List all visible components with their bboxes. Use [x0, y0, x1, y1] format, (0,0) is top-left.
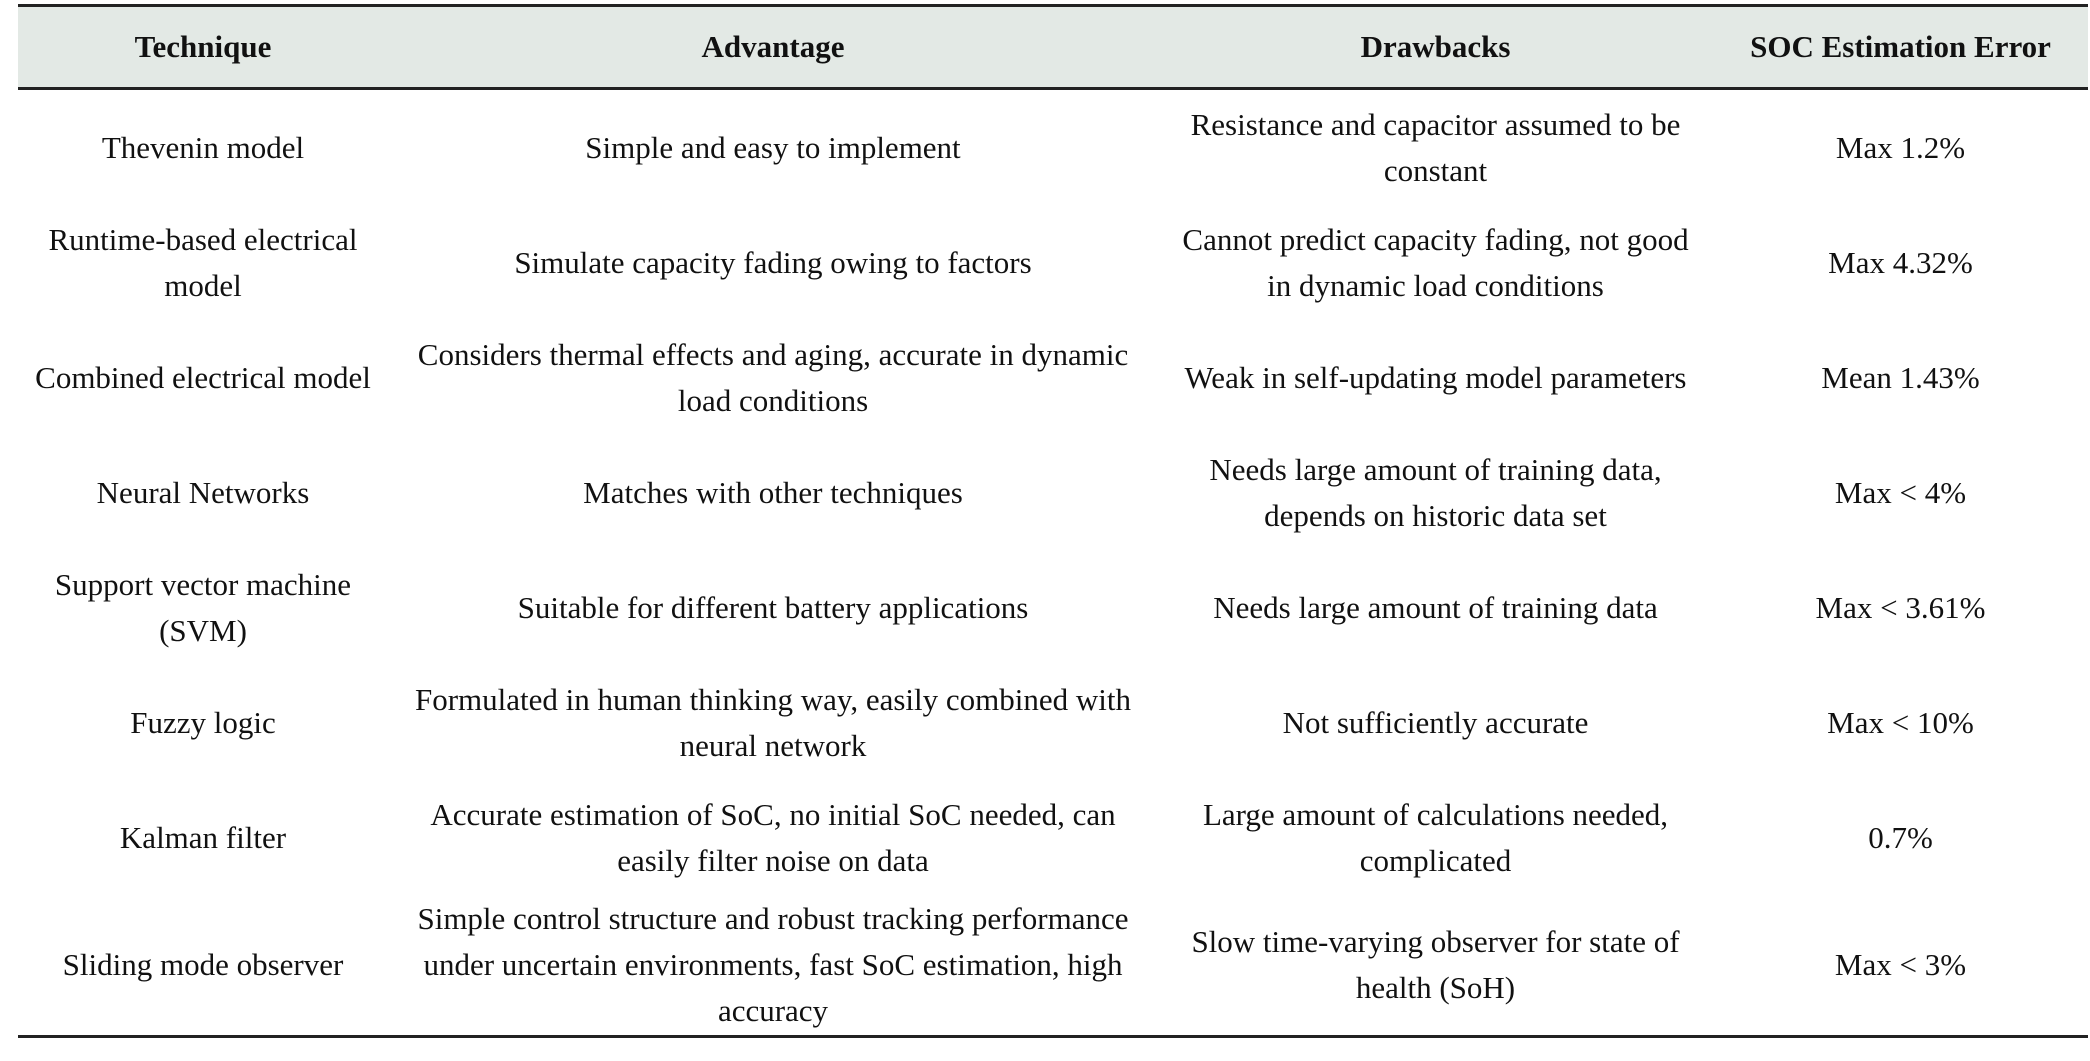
table-header — [18, 6, 2088, 89]
header-technique: Technique — [18, 6, 388, 89]
soc-comparison-table — [18, 4, 2088, 1038]
table-row — [18, 320, 2088, 435]
table-row — [18, 780, 2088, 895]
header-soc-error: SOC Estimation Error — [1713, 6, 2088, 89]
cell-technique: Kalman filter — [119, 819, 287, 855]
cell-drawbacks: Cannot predict capacity fading, not good in dynamic load conditions — [1182, 221, 1689, 303]
header-row — [18, 6, 2088, 89]
cell-advantage: Formulated in human thinking way, easily combined with neural network — [414, 681, 1132, 763]
header-drawbacks: Drawbacks — [1158, 6, 1713, 89]
table-row — [18, 665, 2088, 780]
table-row — [18, 205, 2088, 320]
cell-technique: Combined electrical model — [35, 359, 371, 395]
cell-error: Mean 1.43% — [1821, 359, 1980, 395]
cell-advantage: Considers thermal effects and aging, accurate in dynamic load conditions — [417, 336, 1129, 418]
table-row — [18, 895, 2088, 1037]
table-row — [18, 435, 2088, 550]
cell-advantage: Matches with other techniques — [583, 474, 963, 510]
cell-error: 0.7% — [1868, 819, 1933, 855]
cell-error: Max < 4% — [1834, 474, 1967, 510]
cell-error: Max 1.2% — [1835, 129, 1966, 165]
table-body — [18, 89, 2088, 1037]
cell-drawbacks: Not sufficiently accurate — [1282, 704, 1589, 740]
cell-error: Max < 3% — [1713, 895, 2088, 1037]
cell-advantage: Suitable for different battery applications — [517, 589, 1029, 625]
cell-drawbacks: Needs large amount of training data — [1213, 589, 1658, 625]
cell-advantage: Accurate estimation of SoC, no initial SoC needed, can easily filter noise on data — [430, 796, 1116, 878]
cell-error: Max 4.32% — [1828, 244, 1973, 280]
cell-technique: Fuzzy logic — [130, 704, 276, 740]
cell-advantage: Simple and easy to implement — [585, 129, 961, 165]
cell-technique: Sliding mode observer — [18, 895, 388, 1037]
cell-error: Max < 3.61% — [1815, 589, 1986, 625]
table-row — [18, 89, 2088, 206]
cell-error: Max < 10% — [1827, 704, 1974, 740]
cell-drawbacks: Large amount of calculations needed, complicated — [1202, 796, 1669, 878]
cell-drawbacks: Slow time-varying observer for state of health (SoH) — [1158, 895, 1713, 1037]
cell-drawbacks: Needs large amount of training data, depends on historic data set — [1209, 451, 1662, 533]
cell-advantage: Simulate capacity fading owing to factors — [514, 244, 1032, 280]
table-row — [18, 550, 2088, 665]
cell-technique: Thevenin model — [101, 129, 305, 165]
header-advantage: Advantage — [388, 6, 1158, 89]
cell-drawbacks: Resistance and capacitor assumed to be constant — [1190, 106, 1681, 188]
cell-technique: Support vector machine (SVM) — [54, 566, 352, 648]
cell-advantage: Simple control structure and robust tracking performance under uncertain environments, fast SoC estimation, high accuracy — [388, 895, 1158, 1037]
cell-technique: Neural Networks — [96, 474, 310, 510]
cell-drawbacks: Weak in self-updating model parameters — [1184, 359, 1687, 395]
cell-technique: Runtime-based electrical model — [48, 221, 358, 303]
